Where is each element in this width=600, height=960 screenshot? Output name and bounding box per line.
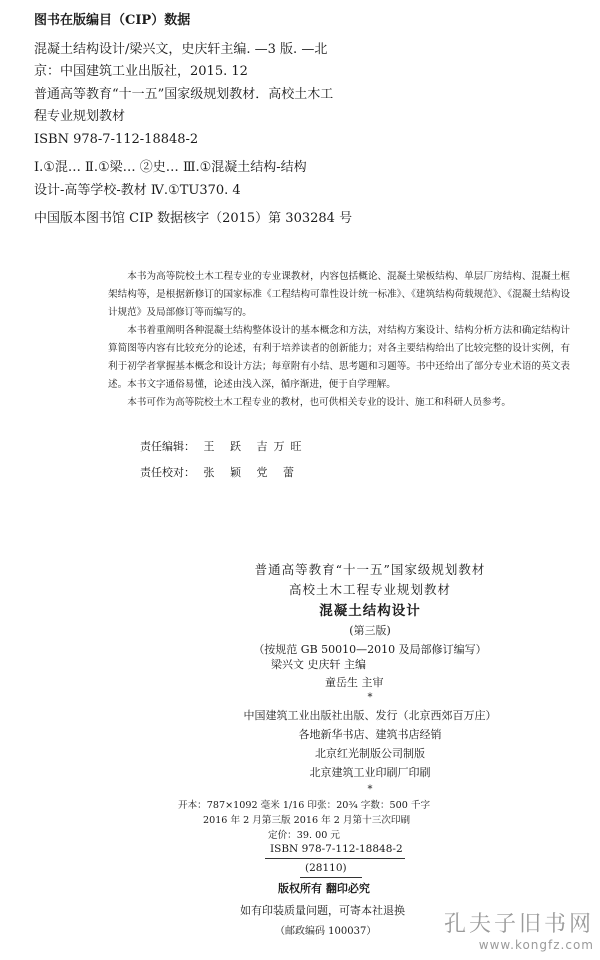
description-paragraph: 本书着重阐明各种混凝土结构整体设计的基本概念和方法，对结构方案设计、结构分析方法和确定结构计算简图等内容有比较充分的论述，有利于培养读者的创新能力；对各主要结构给出了比较完整的设计实例，有利于初学者掌握基本概念和设计方法；每章附有小结、思考题和习题等。书中还给出了部分专业术语的英文表述。本书文字通俗易懂，论述由浅入深，循序渐进，便于自学理解。 [108,325,570,390]
cip-record-line: 京：中国建筑工业出版社，2015. 12 [34,64,248,79]
chief-reviewer: 童岳生 主审 [325,676,384,689]
imprint-block [150,560,590,659]
watermark-url: www.kongfz.com [478,938,594,952]
production-block [150,706,590,782]
cip-record-line: 混凝土结构设计/梁兴文，史庆轩主编. —3 版. —北 [34,41,328,57]
description-paragraph: 本书为高等院校土木工程专业的专业课教材，内容包括概论、混凝土梁板结构、单层厂房结构、混凝土框架结构等，是根据新修订的国家标准《工程结构可靠性设计统一标准》、《建筑结构荷载规范》、《混凝土结构设计规范》及局部修订等而编写的。 [108,271,570,318]
typesetter: 北京红光制版公司制版 [315,747,425,760]
code-underline [300,877,362,878]
book-title: 混凝土结构设计 [319,603,421,619]
isbn: ISBN 978-7-112-18848-2 [270,843,403,855]
cip-verification: 中国版本图书馆 CIP 数据核字（2015）第 303284 号 [34,211,353,226]
series-name: 高校土木工程专业规划教材 [288,582,451,597]
print-dates: 2016 年 2 月第三版 2016 年 2 月第十三次印刷 [203,815,411,826]
separator-star: * [367,692,373,703]
isbn-underline [265,858,405,859]
rights-notice: 版权所有 翻印必究 [278,882,370,895]
responsible-editor-label: 责任编辑： [140,440,195,453]
series-name: 普通高等教育“十一五”国家级规划教材 [254,562,486,577]
separator-star: * [367,784,373,795]
description-paragraph: 本书可作为高等院校土木工程专业的教材，也可供相关专业的设计、施工和科研人员参考。 [127,397,511,408]
cip-isbn: ISBN 978-7-112-18848-2 [34,131,199,147]
returns-notice: 如有印装质量问题，可寄本社退换 [240,904,405,917]
cip-block [34,10,574,231]
cip-heading: 图书在版编目（CIP）数据 [34,13,191,28]
publisher: 中国建筑工业出版社出版、发行（北京西郊百万庄） [243,709,497,722]
authors: 梁兴文 史庆轩 主编 [271,658,366,671]
watermark-name: 孔夫子旧书网 [443,912,594,937]
proofreader-label: 责任校对： [140,466,195,479]
standard-note: （按规范 GB 50010—2010 及局部修订编写） [253,643,487,656]
postcode: （邮政编码 100037） [275,926,377,937]
book-description [108,268,570,412]
book-format: 开本：787×1092 毫米 1/16 印张：20¾ 字数：500 千字 [178,800,431,811]
proofreader-names: 张 颖 党 蕾 [203,466,300,479]
cip-record-line: 程专业规划教材 [34,109,126,124]
book-code: (28110) [305,862,347,874]
printer: 北京建筑工业印刷厂印刷 [309,766,431,779]
responsible-editor-names: 王 跃 吉万旺 [203,440,308,453]
editors-block [140,434,308,486]
cip-record-line: 普通高等教育“十一五”国家级规划教材．高校土木工 [34,86,334,102]
watermark [444,912,594,952]
cip-subject-line: 设计-高等学校-教材 Ⅳ.①TU370. 4 [34,182,241,198]
distributor: 各地新华书店、建筑书店经销 [298,728,442,741]
price: 定价：39. 00 元 [268,830,340,841]
cip-subject-line: Ⅰ.①混… Ⅱ.①梁… ②史… Ⅲ.①混凝土结构-结构 [34,160,307,175]
edition: (第三版) [349,624,391,637]
